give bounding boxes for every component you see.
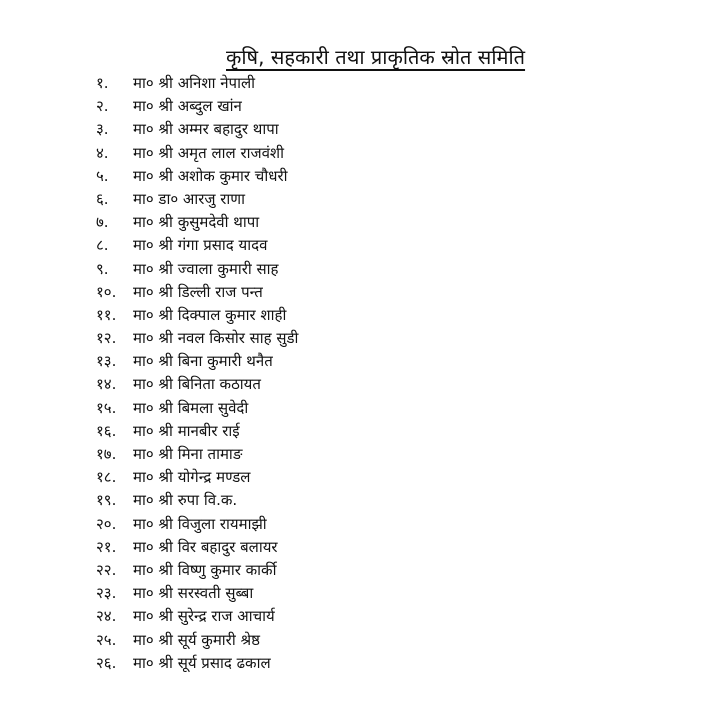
member-number: ६. (96, 189, 109, 208)
list-item (0, 513, 600, 536)
member-name: मा० श्री कुसुमदेवी थापा (133, 213, 260, 232)
member-name: मा० श्री बिना कुमारी थनैत (133, 352, 273, 371)
member-number: २०. (96, 514, 117, 533)
member-name: मा० श्री बिमला सुवेदी (133, 398, 249, 417)
list-item (0, 304, 600, 327)
member-number: १७. (96, 445, 117, 463)
list-item (0, 629, 600, 652)
member-number: १५. (96, 398, 117, 417)
list-item (0, 72, 600, 95)
member-name: मा० श्री विष्णु कुमार कार्की (133, 560, 277, 579)
list-item (0, 536, 600, 559)
member-name: मा० श्री डिल्ली राज पन्त (133, 282, 263, 301)
list-item (0, 281, 600, 304)
list-item (0, 466, 600, 489)
member-number: २४. (96, 607, 117, 626)
list-item (0, 582, 600, 605)
member-name: मा० श्री मानबीर राई (133, 421, 240, 440)
member-name: मा० श्री मिना तामाङ (133, 445, 243, 463)
member-number: १२. (96, 329, 117, 348)
member-name: मा० श्री गंगा प्रसाद यादव (133, 236, 268, 255)
member-number: ५. (96, 166, 109, 185)
member-name: मा० श्री बिनिता कठायत (133, 375, 261, 394)
member-name: मा० श्री अमृत लाल राजवंशी (133, 143, 285, 162)
member-name: मा० श्री विर बहादुर बलायर (133, 537, 278, 556)
member-number: १. (96, 74, 109, 92)
list-item (0, 350, 600, 373)
member-name: मा० श्री योगेन्द्र मण्डल (133, 468, 251, 487)
list-item (0, 605, 600, 628)
member-number: २६. (96, 653, 117, 672)
member-name: मा० श्री दिक्पाल कुमार शाही (133, 305, 287, 324)
list-item (0, 443, 600, 466)
member-name: मा० श्री सूर्य कुमारी श्रेष्ठ (133, 630, 260, 649)
member-name: मा० श्री विजुला रायमाझी (133, 514, 267, 533)
member-number: २२. (96, 560, 117, 579)
member-number: २५. (96, 630, 117, 649)
list-item (0, 234, 600, 257)
member-number: ११. (96, 305, 117, 324)
member-number: १३. (96, 352, 117, 371)
list-item (0, 327, 600, 350)
member-number: ३. (96, 120, 109, 139)
member-name: मा० डा० आरजु राणा (133, 189, 246, 208)
list-item (0, 258, 600, 281)
member-number: ४. (96, 143, 109, 162)
list-item (0, 559, 600, 582)
list-item (0, 420, 600, 443)
member-number: १६. (96, 421, 117, 440)
member-name: मा० श्री अशोक कुमार चौधरी (133, 166, 288, 185)
member-number: २. (96, 97, 109, 116)
member-name: मा० श्री ज्वाला कुमारी साह (133, 259, 279, 278)
list-item (0, 188, 600, 211)
document-title: कृषि, सहकारी तथा प्राकृतिक स्रोत समिति (226, 45, 526, 70)
member-name: मा० श्री सुरेन्द्र राज आचार्य (133, 607, 275, 626)
member-list (0, 72, 600, 675)
member-name: मा० श्री नवल किसोर साह सुडी (133, 329, 299, 348)
member-number: १८. (96, 468, 117, 487)
list-item (0, 118, 600, 141)
member-number: ९. (96, 259, 109, 278)
member-name: मा० श्री अम्मर बहादुर थापा (133, 120, 279, 139)
member-name: मा० श्री सरस्वती सुब्बा (133, 584, 254, 603)
list-item (0, 95, 600, 118)
member-number: १०. (96, 282, 117, 301)
member-name: मा० श्री रुपा वि.क. (133, 491, 238, 510)
member-number: १४. (96, 375, 117, 394)
list-item (0, 397, 600, 420)
member-number: १९. (96, 491, 117, 510)
list-item (0, 489, 600, 512)
member-number: २१. (96, 537, 117, 556)
list-item (0, 211, 600, 234)
member-number: ८. (96, 236, 109, 255)
member-name: मा० श्री अनिशा नेपाली (133, 74, 256, 92)
list-item (0, 142, 600, 165)
list-item (0, 373, 600, 396)
member-number: ७. (96, 213, 109, 232)
list-item (0, 652, 600, 675)
member-name: मा० श्री सूर्य प्रसाद ढकाल (133, 653, 271, 672)
member-number: २३. (96, 584, 117, 603)
list-item (0, 165, 600, 188)
member-name: मा० श्री अब्दुल खांन (133, 97, 242, 116)
